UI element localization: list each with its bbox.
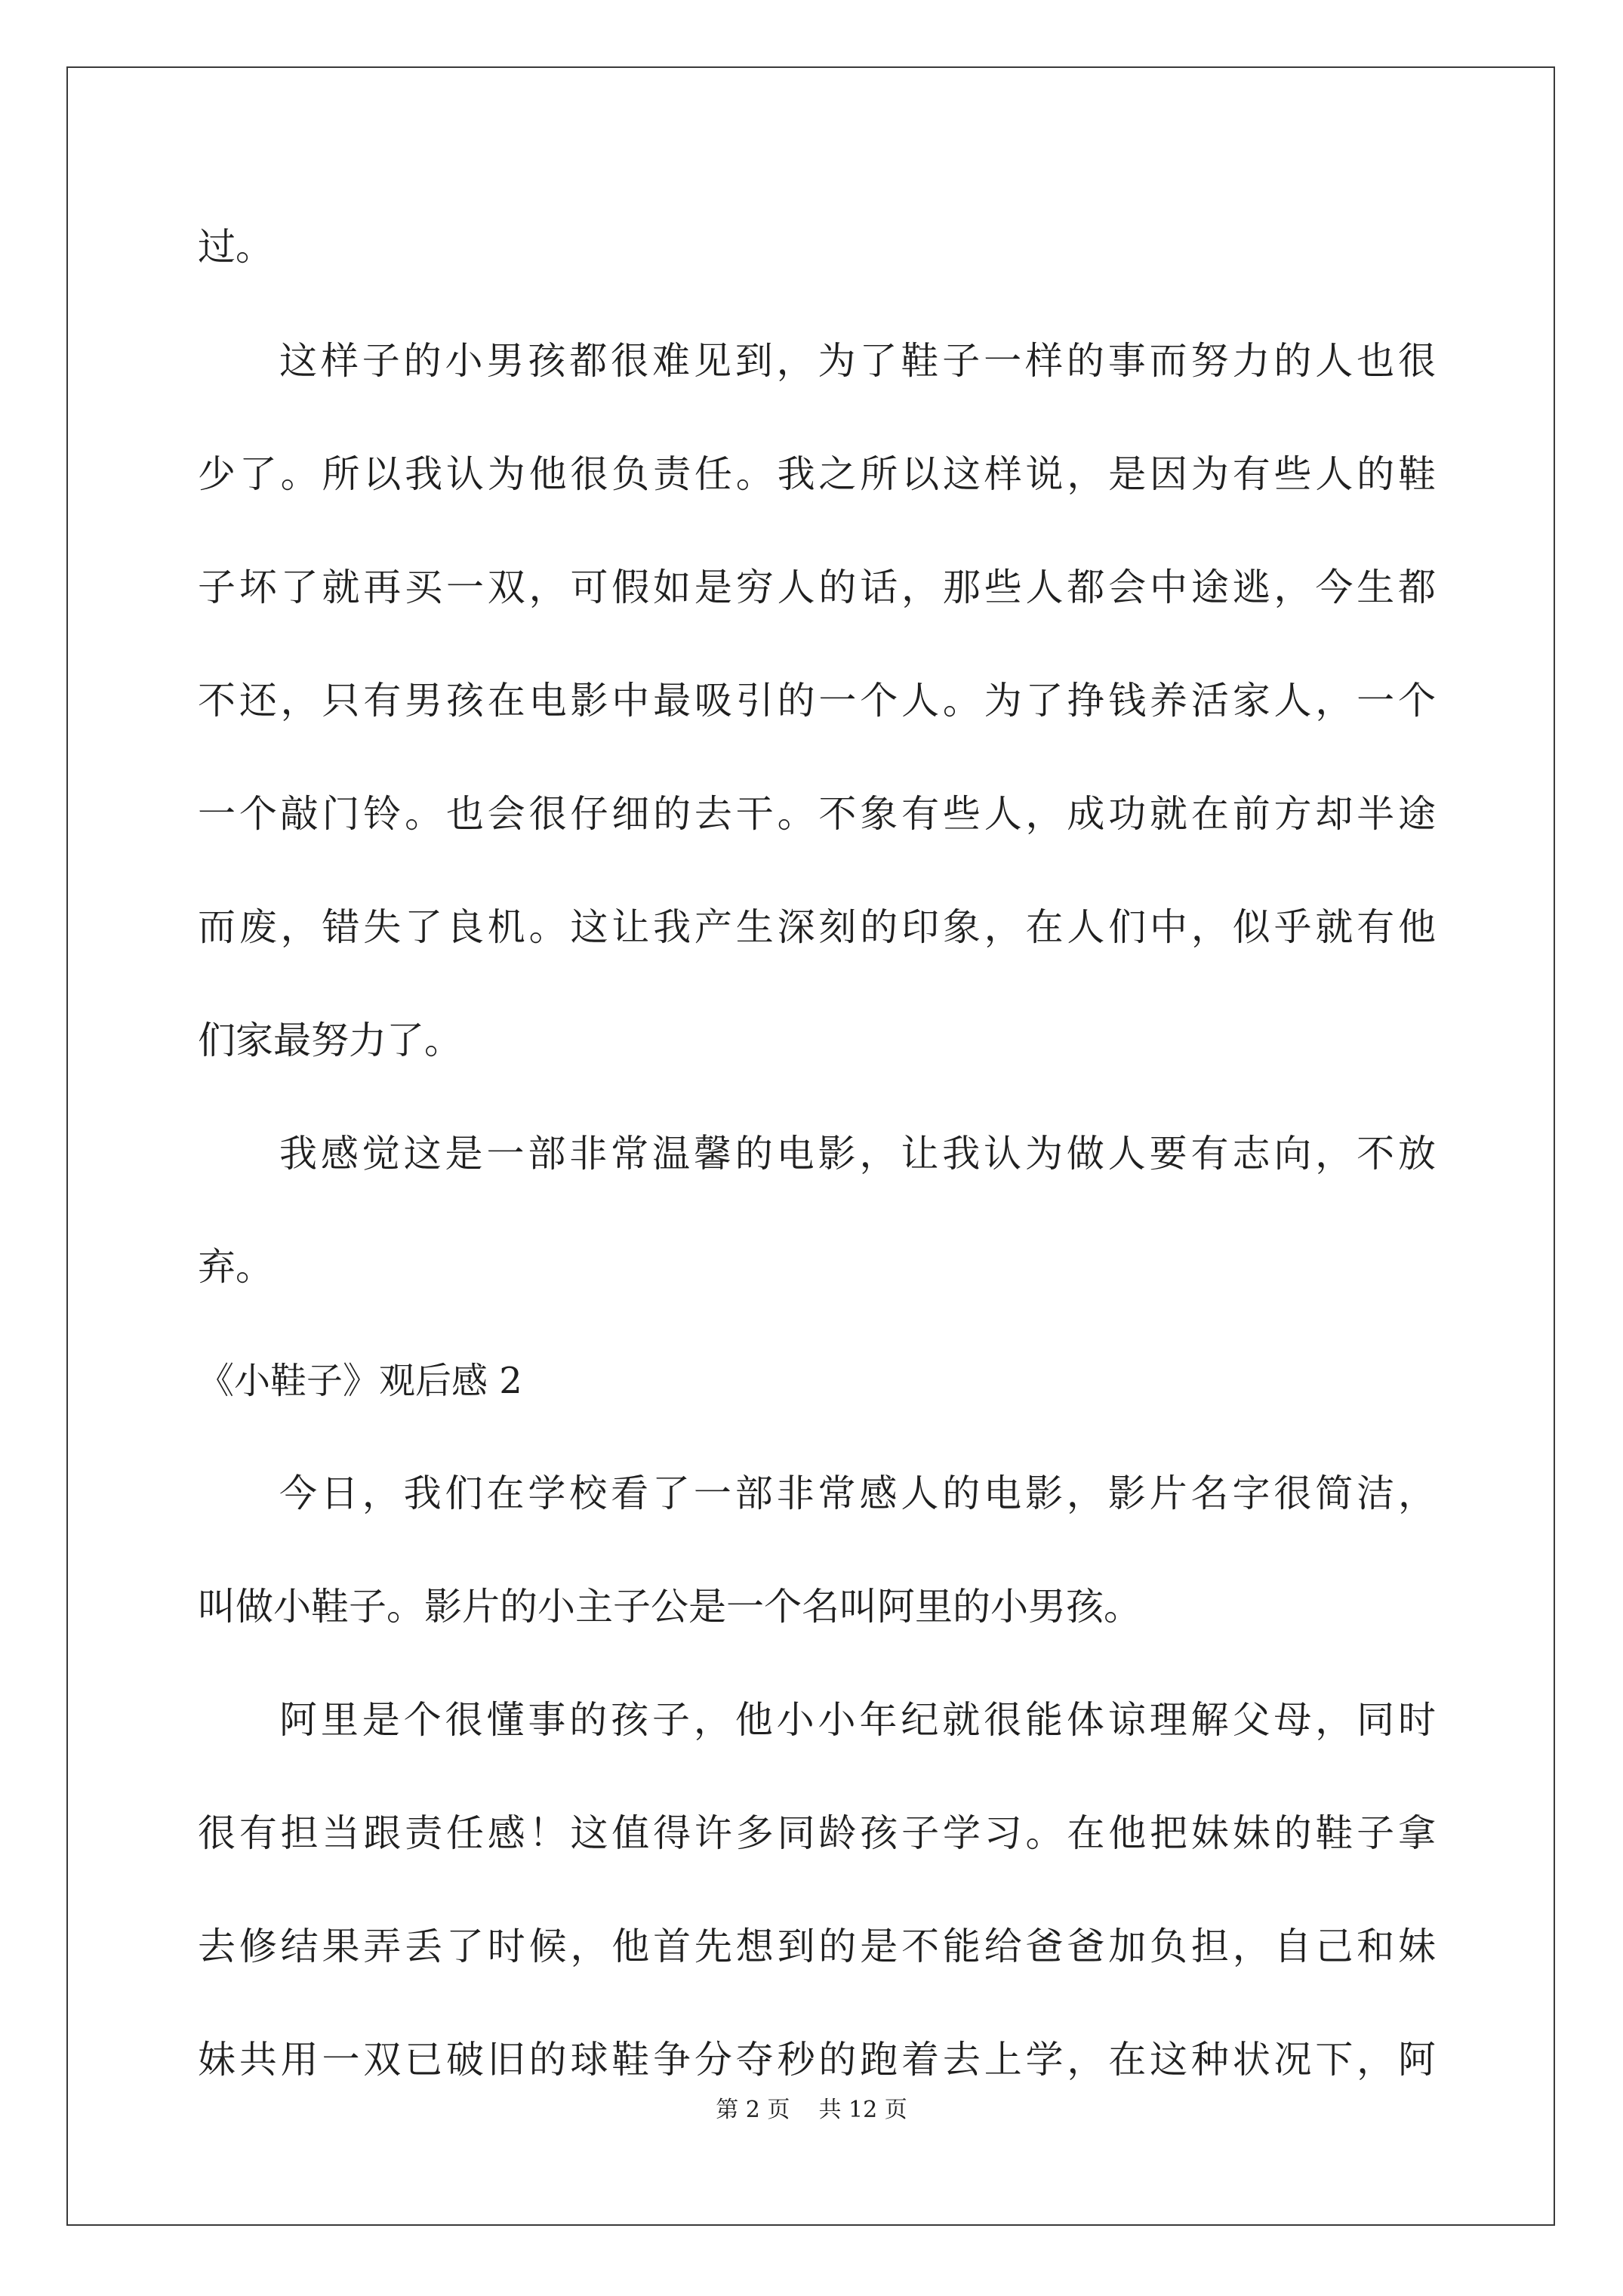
paragraph-4-line-3: 去修结果弄丢了时候，他首先想到的是不能给爸爸加负担，自己和妹	[198, 1925, 1436, 1968]
paragraph-1-line-3: 子坏了就再买一双，可假如是穷人的话，那些人都会中途逃，今生都	[198, 566, 1436, 609]
paragraph-2-line-1: 我感觉这是一部非常温馨的电影，让我认为做人要有志向，不放	[279, 1132, 1436, 1176]
paragraph-1-line-7: 们家最努力了。	[198, 1019, 462, 1062]
paragraph-1-line-2: 少了。所以我认为他很负责任。我之所以这样说，是因为有些人的鞋	[198, 452, 1436, 496]
paragraph-1-line-6: 而废，错失了良机。这让我产生深刻的印象，在人们中，似乎就有他	[198, 905, 1436, 949]
paragraph-3-line-2: 叫做小鞋子。影片的小主子公是一个名叫阿里的小男孩。	[198, 1585, 1141, 1629]
paragraph-1-line-1: 这样子的小男孩都很难见到，为了鞋子一样的事而努力的人也很	[279, 339, 1436, 383]
paragraph-4-line-4: 妹共用一双已破旧的球鞋争分夺秒的跑着去上学，在这种状况下，阿	[198, 2038, 1436, 2082]
paragraph-2-line-2: 弃。	[198, 1245, 273, 1289]
paragraph-1-line-4: 不还，只有男孩在电影中最吸引的一个人。为了挣钱养活家人，一个	[198, 679, 1436, 723]
section-heading: 《小鞋子》观后感 2	[198, 1360, 522, 1402]
body-line-1: 过。	[198, 225, 273, 269]
page-number-footer: 第 2 页 共 12 页	[716, 2097, 907, 2123]
paragraph-1-line-5: 一个敲门铃。也会很仔细的去干。不象有些人，成功就在前方却半途	[198, 792, 1436, 836]
paragraph-3-line-1: 今日，我们在学校看了一部非常感人的电影，影片名字很简洁，	[279, 1472, 1436, 1515]
paragraph-4-line-1: 阿里是个很懂事的孩子，他小小年纪就很能体谅理解父母，同时	[279, 1698, 1436, 1742]
paragraph-4-line-2: 很有担当跟责任感！这值得许多同龄孩子学习。在他把妹妹的鞋子拿	[198, 1811, 1436, 1855]
